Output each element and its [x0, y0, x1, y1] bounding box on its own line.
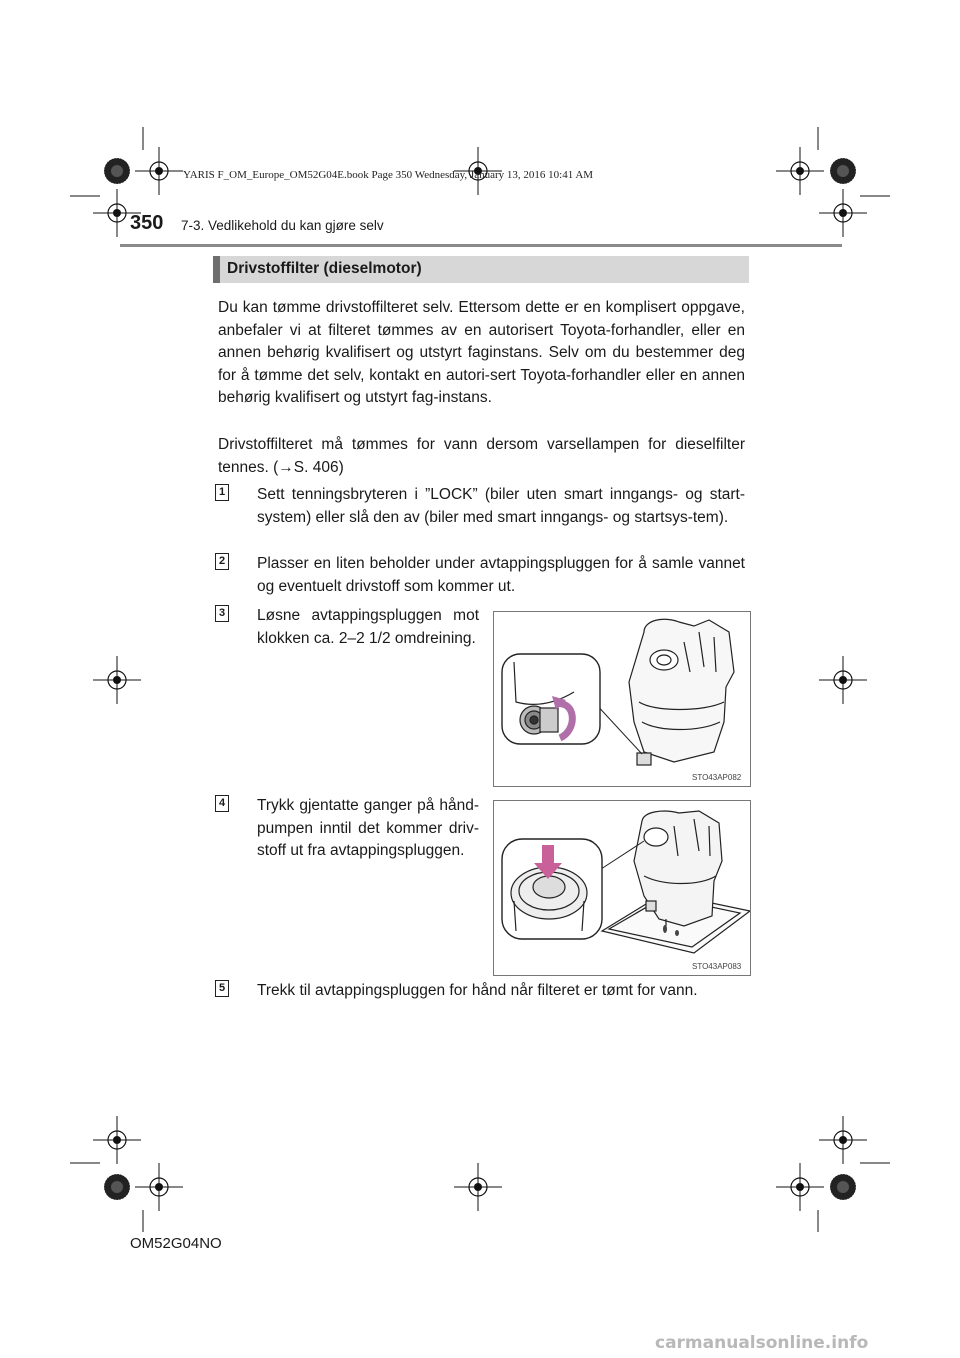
step-number-3: 3: [215, 605, 229, 622]
figure-1-code: STO43AP082: [692, 773, 742, 782]
step-number-5: 5: [215, 980, 229, 997]
step-number-4: 4: [215, 795, 229, 812]
section-title: Drivstoffilter (dieselmotor): [227, 260, 422, 277]
header-rule: [120, 244, 842, 247]
intro-paragraph: Du kan tømme drivstoffilteret selv. Ettersom dette er en komplisert oppgave, anbefaler vi at filteret tømmes av en autorisert Toyota-forhandler, eller en annen behørig kvalifisert og utstyrt faginstans. Selv om du bestemmer deg for å tømme det selv, kontakt en autori-sert Toyota-forhandler eller en annen behørig kvalifisert og utstyrt fag-instans.: [218, 299, 745, 407]
document-code: OM52G04NO: [130, 1235, 222, 1252]
step-5-text: Trekk til avtappingspluggen for hånd når filteret er tømt for vann.: [257, 982, 698, 999]
figure-2-code: STO43AP083: [692, 962, 742, 971]
hand-pump-illustration: [494, 801, 750, 975]
section-accent: [213, 256, 220, 283]
book-file-info: YARIS F_OM_Europe_OM52G04E.book Page 350 Wednesday, January 13, 2016 10:41 AM: [183, 169, 594, 181]
step-1-text: Sett tenningsbryteren i ”LOCK” (biler uten smart inngangs- og start-system) eller slå den av (biler med smart inngangs- og startsys-tem).: [257, 486, 745, 526]
step-4-text: Trykk gjentatte ganger på hånd-pumpen inntil det kommer driv-stoff ut fra avtappingspluggen.: [257, 797, 479, 860]
step-3-text: Løsne avtappingspluggen mot klokken ca. 2–2 1/2 omdreining.: [257, 607, 479, 647]
step-number-1: 1: [215, 484, 229, 501]
step-number-2: 2: [215, 553, 229, 570]
section-header: [213, 256, 749, 283]
step-2-text: Plasser en liten beholder under avtappingspluggen for å samle vannet og eventuelt drivstoff som kommer ut.: [257, 555, 745, 595]
figure-hand-pump: [493, 800, 751, 976]
page-number: 350: [130, 212, 164, 234]
fuel-filter-illustration: [494, 612, 750, 786]
watermark: carmanualsonline.info: [655, 1333, 869, 1353]
figure-loosen-drain-plug: [493, 611, 751, 787]
chapter-title: 7-3. Vedlikehold du kan gjøre selv: [181, 218, 384, 233]
warning-paragraph: Drivstoffilteret må tømmes for vann dersom varsellampen for dieselfilter tennes. (→S. 406): [218, 436, 745, 476]
